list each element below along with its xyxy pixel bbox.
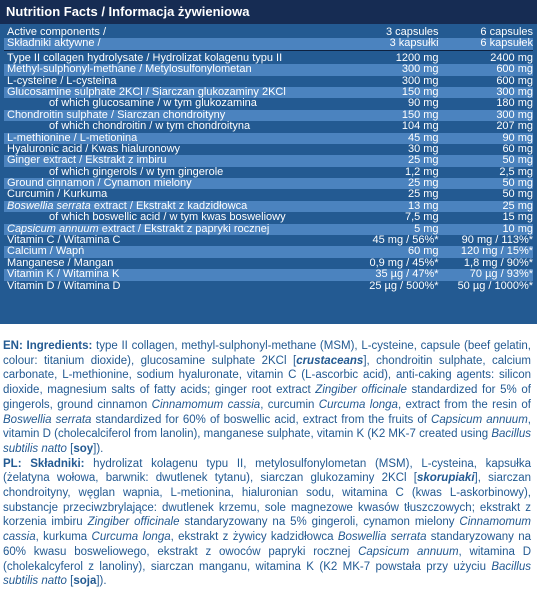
nutrient-name <box>4 189 350 200</box>
nutrient-name-text: Hyaluronic acid / Kwas hialuronowy <box>7 143 181 155</box>
nutrient-name-text: Vitamin K / Witamina K <box>7 269 120 281</box>
amount-3-caps: 45 mg / 56%* <box>372 234 439 247</box>
nutrient-row <box>4 235 533 246</box>
ingredient-text: , witamina D (cholekalcyferol z lanoliny), siarczan manganu, witamina K (K2 MK-7 powstała przy użyciu <box>3 545 531 573</box>
nutrient-name-text: Glucosamine sulphate 2KCl / Siarczan glukozaminy 2KCl <box>7 86 286 98</box>
nutrient-name <box>4 224 350 235</box>
nutrient-name-text: extract / Ekstrakt z papryki rocznej <box>98 223 270 235</box>
ingredient-text: Cinnamomum cassia <box>151 398 261 411</box>
amount-3-caps: 7,5 mg <box>404 211 439 224</box>
amount-6-caps: 600 mg <box>496 63 534 76</box>
nutrient-name-text: Methyl-sulphonyl-methane / Metylosulfonylometan <box>7 64 252 76</box>
amount-6-caps: 50 mg <box>502 177 534 190</box>
ingredient-text: standaryzowany na 5% gingeroli, cynamon mielony <box>179 516 460 529</box>
ingredient-text: [ <box>66 442 74 455</box>
serving-3-caps: 3 kapsułki <box>389 37 439 50</box>
ingredient-text: Curcuma longa <box>318 398 398 411</box>
ingredient-text: , curcumin <box>260 398 319 411</box>
nutrient-row <box>4 258 533 269</box>
ingredient-text: , vitamin D (cholecalciferol from lanolin), manganese sulphate, vitamin K (K2 MK-7 created using <box>3 413 531 441</box>
nutrient-name <box>4 87 350 98</box>
ingredient-text: ], chondroitin sulphate, calcium carbonate, L-methionine, sodium hyaluronate, vitamin C (L-ascorbic acid), anti-caking agents: silicon dioxide, magnesium salts of fatty acids; ginger root extract <box>3 354 531 397</box>
nutrient-row <box>4 133 533 144</box>
nutrient-name <box>4 155 350 166</box>
ingredient-text: Capsicum annuum <box>358 545 459 558</box>
ingredient-text: standardized for 5% of gingerols, ground cinnamon <box>3 384 531 411</box>
nutrient-name-latin: Capsicum annuum <box>7 223 99 235</box>
nutrition-table <box>4 27 533 292</box>
amount-3-caps: 25 mg <box>407 188 439 201</box>
ingredient-text: Bacillus subtilis natto <box>3 560 531 588</box>
ingredient-text: Capsicum annuum <box>431 413 528 426</box>
allergen-text: soy <box>73 442 94 455</box>
nutrient-name-text: Vitamin C / Witamina C <box>7 235 121 247</box>
ingredients-en-label: EN: Ingredients: <box>3 340 93 352</box>
nutrient-row <box>4 246 533 257</box>
nutrient-name <box>4 269 350 280</box>
nutrient-name-text: Manganese / Mangan <box>7 257 114 269</box>
nutrient-name-text: L-cysteine / L-cysteina <box>7 75 117 87</box>
amount-6-caps: 300 mg <box>496 85 534 98</box>
nutrient-name <box>4 178 350 189</box>
ingredient-text: Zingiber officinale <box>87 516 180 529</box>
amount-3-caps: 150 mg <box>401 108 439 121</box>
nutrient-row <box>4 224 533 235</box>
amount-6-caps: 50 µg / 1000%* <box>457 279 534 292</box>
serving-header-row <box>4 38 533 49</box>
ingredient-text: , kurkuma <box>35 531 92 544</box>
nutrient-name-text: of which chondroitin / w tym chondroityna <box>49 121 251 133</box>
nutrient-row <box>4 167 533 178</box>
amount-3-caps: 25 mg <box>407 177 439 190</box>
serving-3-caps: 3 capsules <box>385 26 439 38</box>
amount-6-caps: 15 mg <box>502 211 534 224</box>
nutrition-header <box>0 0 537 24</box>
amount-3-caps: 25 µg / 500%* <box>369 279 439 292</box>
ingredient-text: Zingiber officinale <box>315 384 407 397</box>
serving-header-group <box>4 27 533 51</box>
nutrient-row <box>4 53 533 64</box>
nutrient-name-text: extract / Ekstrakt z kadzidłowca <box>90 200 248 212</box>
amount-3-caps: 25 mg <box>407 154 439 167</box>
ingredient-text: Curcuma longa <box>91 531 171 544</box>
nutrient-row <box>4 201 533 212</box>
ingredient-text: type II collagen, methyl-sulphonyl-methane (MSM), L-cysteine, capsule (beef gelatin, colour: titanium dioxide), glucosamine sulphate 2KCl [ <box>3 340 531 367</box>
ingredient-text: ]). <box>93 442 104 455</box>
amount-6-caps: 10 mg <box>502 222 534 235</box>
nutrient-rows <box>4 53 533 292</box>
nutrient-name <box>4 212 350 223</box>
amount-3-caps: 1,2 mg <box>404 165 439 178</box>
amount-3-caps: 300 mg <box>401 63 439 76</box>
allergen-text: crustaceans <box>296 354 364 367</box>
ingredient-text: ]). <box>96 575 107 588</box>
allergen-text: skorupiaki <box>417 472 475 485</box>
nutrient-name-text: Ground cinnamon / Cynamon mielony <box>7 178 192 190</box>
amount-6-caps: 2400 mg <box>490 51 534 64</box>
nutrient-row <box>4 121 533 132</box>
amount-3-caps: 300 mg <box>401 74 439 87</box>
amount-6-caps: 70 µg / 93%* <box>469 268 534 281</box>
nutrient-row <box>4 269 533 280</box>
ingredient-text: Boswellia serrata <box>3 413 92 426</box>
nutrient-row <box>4 98 533 109</box>
serving-6-caps: 6 kapsułek <box>480 37 534 50</box>
serving-label: Active components / <box>7 27 107 38</box>
ingredient-text: Cinnamomum cassia <box>3 516 531 544</box>
ingredient-text: Boswellia serrata <box>337 531 427 544</box>
nutrient-name-latin: Boswellia serrata <box>7 200 91 212</box>
amount-6-caps: 120 mg / 15%* <box>460 245 534 258</box>
nutrient-row <box>4 87 533 98</box>
amount-6-caps: 25 mg <box>502 199 534 212</box>
ingredients-pl <box>3 457 531 589</box>
amount-6-caps: 50 mg <box>502 188 534 201</box>
nutrient-name <box>4 64 350 75</box>
nutrient-row <box>4 212 533 223</box>
amount-3-caps: 45 mg <box>407 131 439 144</box>
nutrient-name-text: of which gingerols / w tym gingerole <box>49 166 224 178</box>
nutrient-name-text: L-methionine / L-metionina <box>7 132 138 144</box>
ingredient-text: standaryzowany na 60% kwasu bosweliowego, ekstrakt z owoców papryki rocznej <box>3 531 531 558</box>
amount-6-caps: 2,5 mg <box>499 165 534 178</box>
nutrient-name-text: Vitamin D / Witamina D <box>7 280 121 292</box>
serving-label: Składniki aktywne / <box>7 38 101 50</box>
amount-3-caps: 104 mg <box>401 120 439 133</box>
nutrient-row <box>4 155 533 166</box>
amount-3-caps: 35 µg / 47%* <box>375 268 439 281</box>
amount-3-caps: 1200 mg <box>395 51 439 64</box>
nutrient-name <box>4 167 350 178</box>
amount-3-caps: 0,9 mg / 45%* <box>369 256 439 269</box>
serving-6-caps: 6 capsules <box>480 26 534 38</box>
nutrient-row <box>4 76 533 87</box>
nutrient-name <box>4 110 350 121</box>
ingredients-pl-label: PL: Składniki: <box>3 457 85 470</box>
nutrient-name <box>4 133 350 144</box>
nutrient-name <box>4 246 350 257</box>
nutrient-name-text: of which glucosamine / w tym glukozamina <box>49 98 257 110</box>
nutrient-name <box>4 281 350 292</box>
amount-6-caps: 300 mg <box>496 108 534 121</box>
nutrient-name <box>4 235 350 246</box>
amount-6-caps: 50 mg <box>502 154 534 167</box>
nutrient-name <box>4 201 350 212</box>
ingredient-text: , ekstrakt z żywicy kadzidłowca <box>170 531 338 544</box>
amount-3-caps: 90 mg <box>408 97 439 110</box>
ingredient-text: [ <box>66 575 74 588</box>
amount-6-caps: 90 mg <box>502 131 534 144</box>
nutrient-row <box>4 178 533 189</box>
nutrient-name-text: Chondroitin sulphate / Siarczan chondroityny <box>7 109 226 121</box>
ingredient-text: standardized for 60% of boswellic acid, extract from the fruits of <box>91 413 432 426</box>
amount-6-caps: 60 mg <box>502 142 534 155</box>
nutrient-row <box>4 281 533 292</box>
ingredients-en <box>3 339 531 457</box>
nutrient-row <box>4 189 533 200</box>
amount-3-caps: 150 mg <box>401 85 439 98</box>
ingredient-text: Bacillus subtilis natto <box>3 428 531 455</box>
nutrient-name-text: of which boswellic acid / w tym kwas bosweliowy <box>49 212 286 224</box>
allergen-text: soja <box>73 575 97 588</box>
nutrient-row <box>4 64 533 75</box>
nutrient-name <box>4 258 350 269</box>
amount-6-caps: 600 mg <box>496 74 534 87</box>
nutrition-title: Nutrition Facts / Informacja żywieniowa <box>6 4 250 19</box>
ingredient-text: ], siarczan chondroityny, węglan wapnia, L-metionina, hialuronian sodu, witamina C (kwas L-askorbinowy), substancje przeciwzbrylające: dwutlenek krzemu, sole magnezowe kwasów tłuszczowych; ekstrakt z korzenia imbiru <box>3 472 531 529</box>
amount-3-caps: 60 mg <box>407 245 439 258</box>
nutrient-name <box>4 98 350 109</box>
nutrient-name <box>4 53 350 64</box>
amount-6-caps: 1,8 mg / 90%* <box>463 256 534 269</box>
amount-6-caps: 180 mg <box>496 97 534 110</box>
ingredient-text: hydrolizat kolagenu typu II, metylosulfonylometan (MSM), L-cysteina, kapsułka (żelatyna wołowa, barwnik: dwutlenek tytanu), siarczan glukozaminy 2KCl [ <box>3 457 531 485</box>
nutrient-row <box>4 110 533 121</box>
amount-3-caps: 13 mg <box>407 199 439 212</box>
ingredients-text <box>3 339 531 589</box>
nutrient-name-text: Curcumin / Kurkuma <box>7 189 108 201</box>
nutrient-name <box>4 76 350 87</box>
ingredient-text: , extract from the resin of <box>397 398 532 411</box>
amount-3-caps: 30 mg <box>407 142 439 155</box>
nutrient-name <box>4 144 350 155</box>
nutrient-name <box>4 121 350 132</box>
amount-6-caps: 207 mg <box>496 120 534 133</box>
nutrient-name-text: Ginger extract / Ekstrakt z imbiru <box>7 155 167 167</box>
nutrient-name-text: Calcium / Wapń <box>7 246 85 258</box>
amount-6-caps: 90 mg / 113%* <box>461 234 534 247</box>
nutrient-row <box>4 144 533 155</box>
serving-header-row <box>4 27 533 38</box>
amount-3-caps: 5 mg <box>414 222 439 235</box>
nutrient-name-text: Type II collagen hydrolysate / Hydrolizat kolagenu typu II <box>7 52 283 64</box>
